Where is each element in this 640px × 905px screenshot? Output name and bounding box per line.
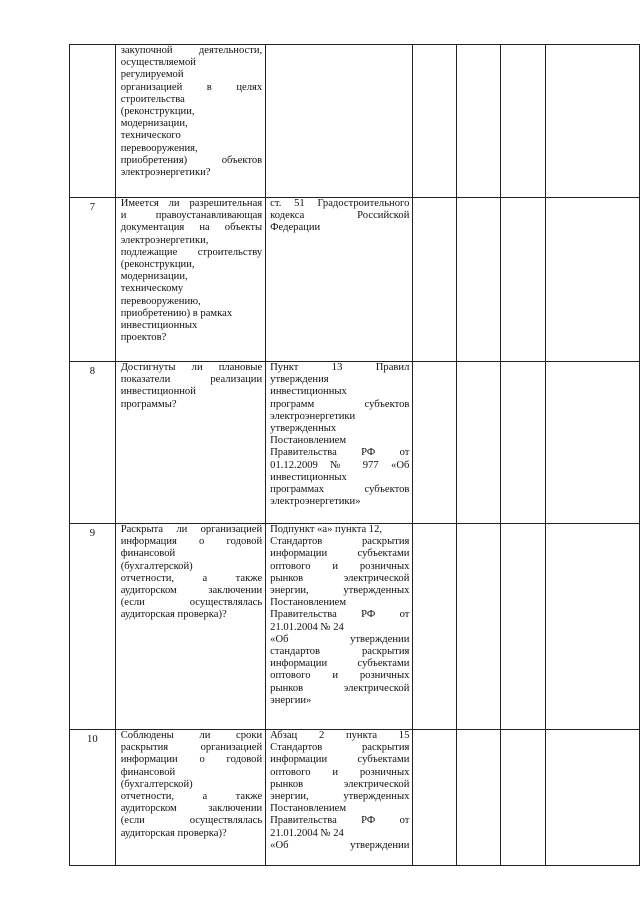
question-line: осуществляемой (120, 57, 196, 69)
empty-cell (413, 198, 456, 362)
reference-line: энергии, утвержденных (270, 791, 410, 803)
question-cell (115, 198, 265, 362)
empty-cell (501, 45, 546, 198)
question-line: подлежащие строительству (120, 246, 263, 258)
question-line: (если осуществлялась (120, 597, 263, 609)
question-line: организацией в целях (120, 81, 263, 93)
question-line: финансовой (120, 766, 176, 778)
question-line: финансовой (120, 548, 176, 560)
reference-line: 21.01.2004 № 24 (270, 827, 344, 839)
row-number: 9 (70, 524, 116, 730)
reference-line: Правительства РФ от (270, 447, 410, 459)
reference-line: Стандартов раскрытия (270, 536, 410, 548)
table-row (70, 198, 640, 362)
question-line: аудиторском заключении (120, 803, 263, 815)
empty-cell (413, 45, 456, 198)
question-cell (115, 45, 265, 198)
question-line: аудиторском заключении (120, 585, 263, 597)
reference-line: «Об утверждении (270, 839, 410, 851)
reference-line: кодекса Российской (270, 210, 410, 222)
question-line: и правоустанавливающая (120, 210, 263, 222)
reference-line: инвестиционных (270, 471, 347, 483)
reference-line: Федерации (270, 222, 321, 234)
question-line: перевооружения, (120, 142, 198, 154)
reference-line: оптового и розничных (270, 560, 410, 572)
question-line: технического (120, 130, 181, 142)
checklist-table (69, 44, 640, 866)
question-line: Соблюдены ли сроки (120, 730, 263, 741)
question-line: (бухгалтерской) (120, 560, 193, 572)
question-line: информации о годовой (120, 754, 263, 766)
row-number: 8 (70, 362, 116, 524)
empty-cell (456, 362, 500, 524)
empty-cell (501, 524, 546, 730)
question-line: аудиторская проверка)? (120, 609, 227, 621)
question-line: программы? (120, 398, 177, 410)
reference-line: Стандартов раскрытия (270, 742, 410, 754)
reference-line: информации субъектами (270, 548, 410, 560)
table-row (70, 524, 640, 730)
row-number: 7 (70, 198, 116, 362)
reference-line: Постановлением (270, 597, 347, 609)
reference-line: ст. 51 Градостроительного (270, 198, 410, 209)
reference-line: рынков электрической (270, 778, 410, 790)
question-line: Раскрыта ли организацией (120, 524, 263, 535)
question-line: электроэнергетики? (120, 167, 211, 179)
reference-line: Абзац 2 пункта 15 (270, 730, 410, 741)
empty-cell (546, 198, 640, 362)
empty-cell (546, 730, 640, 866)
table-row (70, 45, 640, 198)
question-cell (115, 524, 265, 730)
reference-line: стандартов раскрытия (270, 646, 410, 658)
reference-cell (266, 362, 413, 524)
reference-line: инвестиционных (270, 386, 347, 398)
empty-cell (456, 730, 500, 866)
question-line: (реконструкции, (120, 259, 195, 271)
question-cell (115, 730, 265, 866)
question-line: приобретению) в рамках (120, 307, 233, 319)
reference-line: рынков электрической (270, 682, 410, 694)
question-line: электроэнергетики, (120, 234, 209, 246)
empty-cell (456, 524, 500, 730)
question-line: закупочной деятельности, (120, 45, 263, 56)
reference-line: рынков электрической (270, 572, 410, 584)
reference-cell (266, 730, 413, 866)
reference-line: Правительства РФ от (270, 609, 410, 621)
question-line: отчетности, а также (120, 791, 263, 803)
question-line: (бухгалтерской) (120, 778, 193, 790)
row-number (70, 45, 116, 198)
table-row (70, 362, 640, 524)
row-number: 10 (70, 730, 116, 866)
question-line: приобретения) объектов (120, 154, 263, 166)
reference-line: Постановлением (270, 803, 347, 815)
question-line: (если осуществлялась (120, 815, 263, 827)
empty-cell (413, 730, 456, 866)
reference-line: Правительства РФ от (270, 815, 410, 827)
reference-line: утвержденных (270, 423, 337, 435)
question-line: информация о годовой (120, 536, 263, 548)
empty-cell (413, 524, 456, 730)
question-line: перевооружению, (120, 295, 201, 307)
reference-line: программах субъектов (270, 484, 410, 496)
question-line: показатели реализации (120, 374, 263, 386)
reference-line: Подпункт «а» пункта 12, (270, 524, 383, 535)
reference-line: Постановлением (270, 435, 347, 447)
question-line: модернизации, (120, 271, 188, 283)
question-line: инвестиционных (120, 320, 198, 332)
question-line: регулируемой (120, 69, 184, 81)
question-line: раскрытия организацией (120, 742, 263, 754)
empty-cell (501, 362, 546, 524)
reference-line: утверждения (270, 374, 329, 386)
reference-line: 01.12.2009 № 977 «Об (270, 459, 410, 471)
question-line: инвестиционной (120, 386, 196, 398)
reference-line: «Об утверждении (270, 633, 410, 645)
reference-line: 21.01.2004 № 24 (270, 621, 344, 633)
reference-line: оптового и розничных (270, 766, 410, 778)
question-line: аудиторская проверка)? (120, 827, 227, 839)
table-row (70, 730, 640, 866)
reference-line: информации субъектами (270, 754, 410, 766)
question-line: (реконструкции, (120, 106, 195, 118)
empty-cell (501, 198, 546, 362)
empty-cell (456, 198, 500, 362)
reference-line: электроэнергетики (270, 410, 356, 422)
reference-line: программ субъектов (270, 398, 410, 410)
reference-line: информации субъектами (270, 658, 410, 670)
question-line: техническому (120, 283, 184, 295)
reference-cell (266, 524, 413, 730)
question-line: Достигнуты ли плановые (120, 362, 263, 373)
reference-line: Пункт 13 Правил (270, 362, 410, 373)
question-line: Имеется ли разрешительная (120, 198, 263, 209)
empty-cell (501, 730, 546, 866)
reference-line: энергии» (270, 694, 312, 706)
empty-cell (546, 524, 640, 730)
question-line: отчетности, а также (120, 572, 263, 584)
reference-cell (266, 198, 413, 362)
question-line: модернизации, (120, 118, 188, 130)
question-cell (115, 362, 265, 524)
question-line: строительства (120, 93, 185, 105)
reference-line: оптового и розничных (270, 670, 410, 682)
reference-cell (266, 45, 413, 198)
reference-line: энергии, утвержденных (270, 585, 410, 597)
empty-cell (456, 45, 500, 198)
empty-cell (546, 362, 640, 524)
empty-cell (413, 362, 456, 524)
question-line: проектов? (120, 332, 167, 344)
question-line: документация на объекты (120, 222, 263, 234)
empty-cell (546, 45, 640, 198)
reference-line: электроэнергетики» (270, 496, 361, 508)
